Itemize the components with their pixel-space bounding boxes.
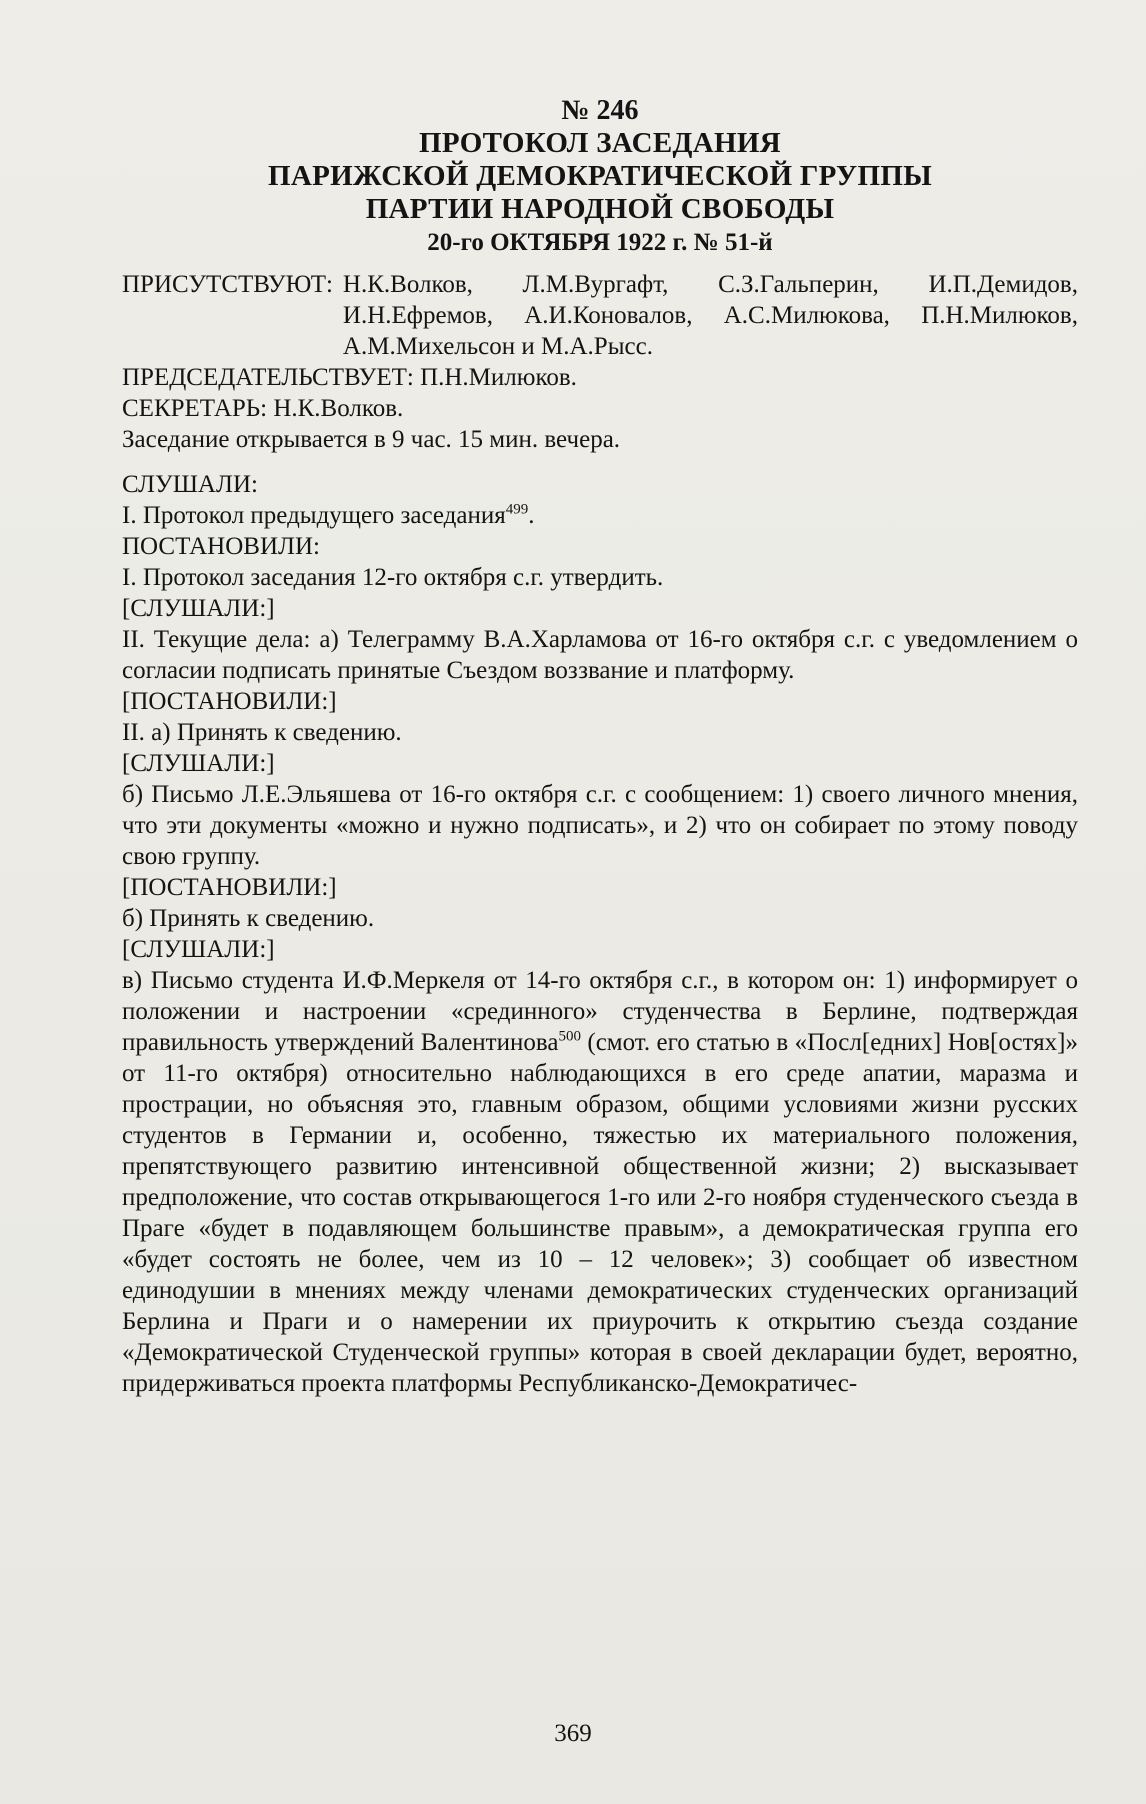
- attendees-label: ПРИСУТСТВУЮТ:: [122, 271, 333, 298]
- resolved-1-text: I. Протокол заседания 12-го октября с.г. утвердить.: [122, 564, 664, 591]
- resolved-heading-1: ПОСТАНОВИЛИ:: [122, 533, 320, 560]
- heard-heading-4: [СЛУШАЛИ:]: [122, 936, 275, 963]
- item-1-end: .: [528, 502, 535, 529]
- resolved-3-text: б) Принять к сведению.: [122, 905, 375, 932]
- title-line-3: ПАРТИИ НАРОДНОЙ СВОБОДЫ: [365, 193, 835, 225]
- heard-heading-2: [СЛУШАЛИ:]: [122, 595, 275, 622]
- attendees-block: [122, 269, 1078, 362]
- date-line: 20-го ОКТЯБРЯ 1922 г. № 51-й: [427, 229, 773, 256]
- resolved-2-text: II. а) Принять к сведению.: [122, 719, 402, 746]
- item-3-text: б) Письмо Л.Е.Эльяшева от 16-го октября с.г. с сообщением: 1) своего личного мнения, что эти документы «можно и нужно подписать», и 2) что он собирает по этому поводу свою группу.: [122, 781, 1078, 870]
- heard-heading-1: СЛУШАЛИ:: [122, 471, 258, 498]
- resolved-heading-3: [ПОСТАНОВИЛИ:]: [122, 874, 337, 901]
- item-1-text: I. Протокол предыдущего заседания: [122, 502, 506, 529]
- item-1: [122, 500, 1078, 531]
- document-number: № 246: [561, 95, 639, 126]
- item-2-text: II. Текущие дела: а) Телеграмму В.А.Харламова от 16-го октября с.г. с уведомлением о согласии подписать принятые Съездом воззвание и платформу.: [122, 626, 1078, 684]
- item-4-text-part2: (смот. его статью в «Посл[едних] Нов[остях]» от 11-го октября) относительно наблюдающихся в его среде апатии, маразма и прострации, но объясняя это, главным образом, общими условиями жизни русских студентов в Германии и, особенно, тяжестью их материального положения, препятствующего развитию интенсивной общественной жизни; 2) высказывает предположение, что состав открывающегося 1-го или 2-го ноября студенческого съезда в Праге «будет в подавляющем большинстве правым», а демократическая группа его «будет состоять не более, чем из 10 – 12 человек»; 3) сообщает об известном единодушии в мнениях между членами демократических студенческих организаций Берлина и Праги и о намерении их приурочить к открытию съезда создание «Демократической Студенческой группы» которая в своей декларации будет, вероятно, придерживаться проекта платформы Республиканско-Демократичес-: [122, 1029, 1079, 1397]
- document-heading: [122, 94, 1078, 259]
- opening-line: Заседание открывается в 9 час. 15 мин. вечера.: [122, 426, 621, 453]
- title-line-2: ПАРИЖСКОЙ ДЕМОКРАТИЧЕСКОЙ ГРУППЫ: [267, 160, 933, 192]
- attendees-names: Н.К.Волков, Л.М.Вургафт, С.З.Гальперин, И.П.Демидов, И.Н.Ефремов, А.И.Коновалов, А.С.Милюкова, П.Н.Милюков, А.М.Михельсон и М.А.Рысс.: [342, 271, 1078, 360]
- item-4-text-part1: в) Письмо студента И.Ф.Меркеля от 14-го октября с.г., в котором он: 1) информирует о положении и настроении «срединного» студенчества в Берлине, подтверждая правильность утверждений Валентинова: [122, 967, 1078, 1056]
- item-4: [122, 965, 1078, 1399]
- resolved-heading-2: [ПОСТАНОВИЛИ:]: [122, 688, 337, 715]
- chair-line: ПРЕДСЕДАТЕЛЬСТВУЕТ: П.Н.Милюков.: [122, 364, 577, 391]
- heard-heading-3: [СЛУШАЛИ:]: [122, 750, 275, 777]
- page-number: 369: [554, 1720, 592, 1747]
- footnote-ref-500: 500: [558, 1028, 581, 1045]
- page-content: [122, 94, 1078, 1399]
- title-line-1: ПРОТОКОЛ ЗАСЕДАНИЯ: [419, 127, 781, 159]
- footnote-ref-499: 499: [505, 501, 529, 518]
- secretary-line: СЕКРЕТАРЬ: Н.К.Волков.: [122, 395, 404, 422]
